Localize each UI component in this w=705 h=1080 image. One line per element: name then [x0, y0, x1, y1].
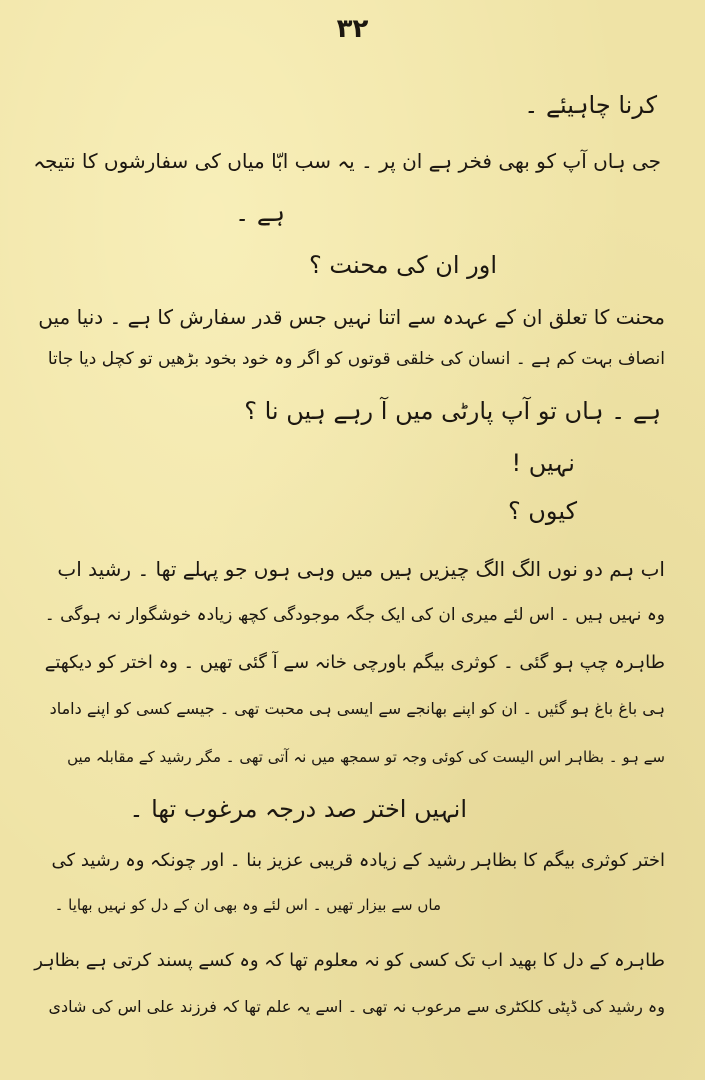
text-line: اور ان کی محنت ؟ [309, 251, 497, 279]
text-line: نہیں ! [511, 449, 575, 477]
text-line: کرنا چاہیئے ۔ [524, 91, 657, 119]
text-line: وہ نہیں ہیں ۔ اس لئے میری ان کی ایک جگہ موجودگی کچھ زیادہ خوشگوار نہ ہوگی ۔ [44, 605, 665, 625]
text-line: سے ہو ۔ بظاہر اس الیست کی کوئی وجہ تو سمجھ میں نہ آتی تھی ۔ مگر رشید کے مقابلہ میں [67, 748, 665, 766]
text-line: ہی باغ باغ ہو گئیں ۔ ان کو اپنے بھانجے سے ایسی ہی محبت تھی ۔ جیسے کسی کو اپنے داماد [49, 699, 665, 718]
text-line: جی ہاں آپ کو بھی فخر ہے ان پر ۔ یہ سب ابّا میاں کی سفارشوں کا نتیجہ [33, 149, 661, 173]
text-line: طاہرہ چپ ہو گئی ۔ کوثری بیگم باورچی خانہ سے آ گئی تھیں ۔ وہ اختر کو دیکھتے [44, 652, 665, 673]
text-line: انہیں اختر صد درجہ مرغوب تھا ۔ [129, 795, 467, 823]
text-line: ماں سے بیزار تھیں ۔ اس لئے وہ بھی ان کے دل کو نہیں بھایا ۔ [54, 896, 441, 914]
text-line: اب ہم دو نوں الگ الگ چیزیں ہیں میں وہی ہوں جو پہلے تھا ۔ رشید اب [57, 557, 665, 581]
page-number: ۳۲ [336, 14, 369, 44]
text-line: اختر کوثری بیگم کا بظاہر رشید کے زیادہ قریبی عزیز بنا ۔ اور چونکہ وہ رشید کی [51, 850, 665, 871]
text-line: محنت کا تعلق ان کے عہدہ سے اتنا نہیں جس قدر سفارش کا ہے ۔ دنیا میں [38, 305, 665, 329]
text-line: ہے ۔ [235, 199, 285, 227]
text-line: انصاف بہت کم ہے ۔ انسان کی خلقی قوتوں کو اگر وہ خود بخود بڑھیں تو کچل دیا جاتا [47, 349, 665, 369]
text-line: ہے ۔ ہاں تو آپ پارٹی میں آ رہے ہیں نا ؟ [244, 397, 661, 425]
text-line: وہ رشید کی ڈپٹی کلکٹری سے مرعوب نہ تھی ۔ اسے یہ علم تھا کہ فرزند علی اس کی شادی [48, 997, 665, 1016]
text-line: طاہرہ کے دل کا بھید اب تک کسی کو نہ معلوم تھا کہ وہ کسے پسند کرتی ہے بظاہر [34, 950, 665, 971]
text-line: کیوں ؟ [507, 497, 577, 525]
